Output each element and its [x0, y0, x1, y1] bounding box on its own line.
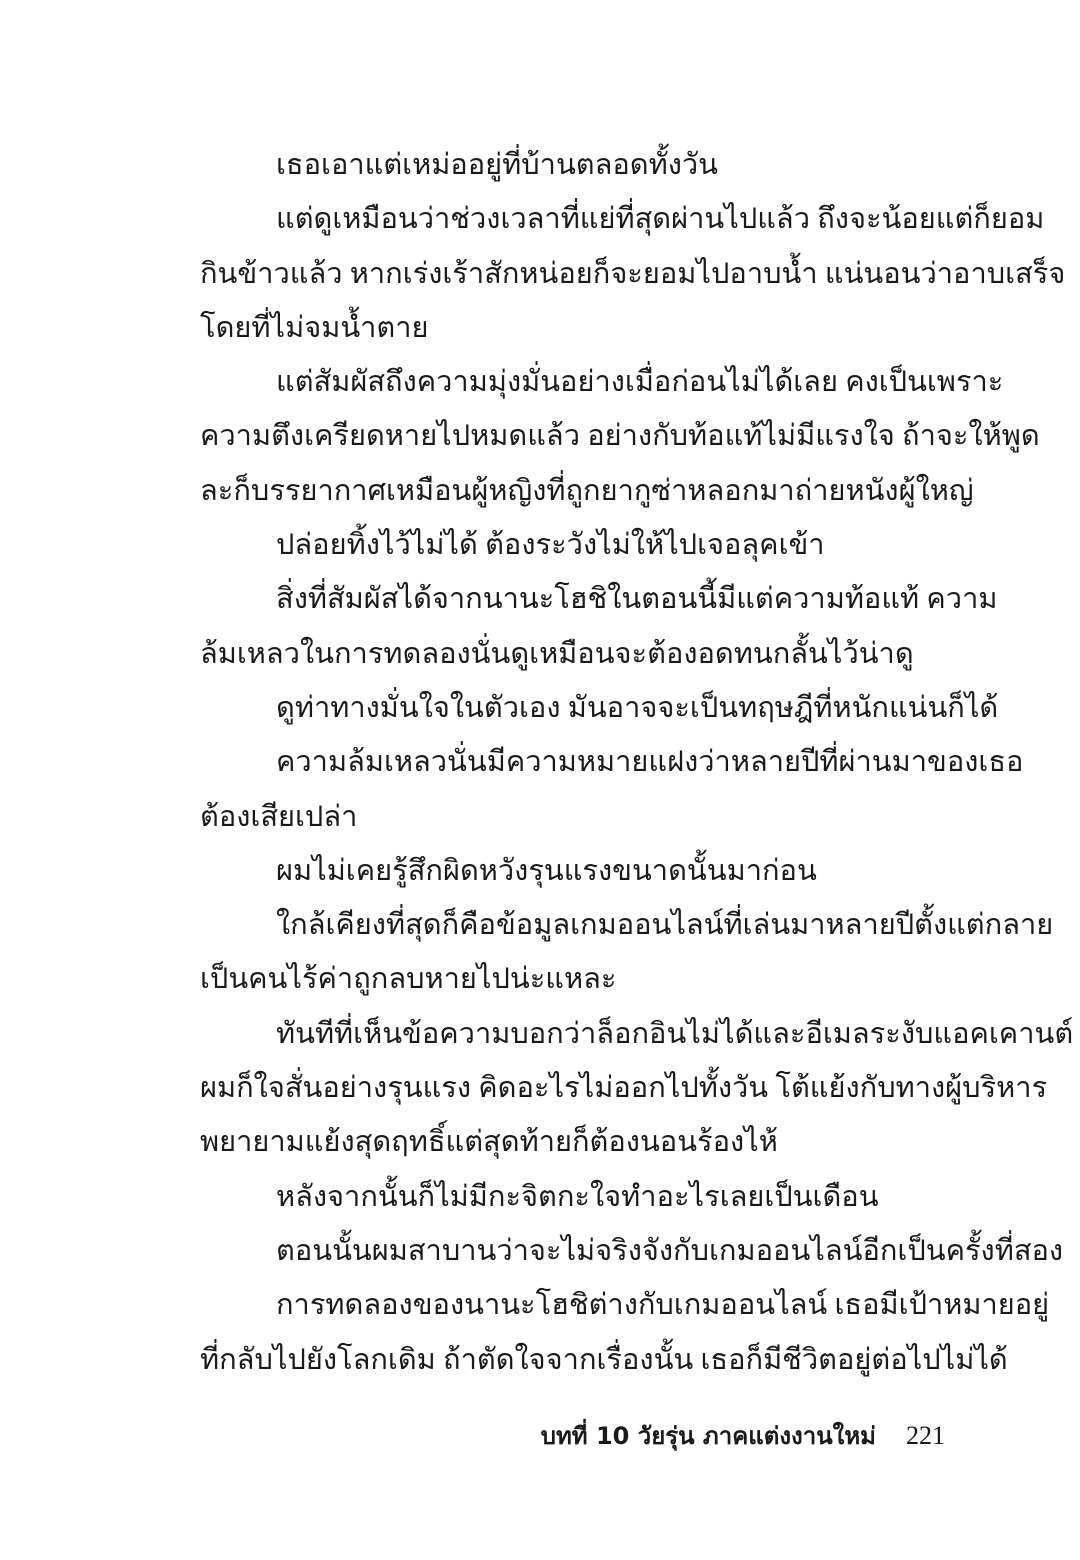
text-line: ผมก็ใจสั่นอย่างรุนแรง คิดอะไรไม่ออกไปทั้งวัน โต้แย้งกับทางผู้บริหาร [200, 1072, 1048, 1105]
text-line: การทดลองของนานะโฮชิต่างกับเกมออนไลน์ เธอมีเป้าหมายอยู่ [276, 1289, 1050, 1322]
chapter-title: บทที่ 10 วัยรุ่น ภาคแต่งงานใหม่ [540, 1422, 876, 1450]
text-line: ปล่อยทิ้งไว้ไม่ได้ ต้องระวังไม่ให้ไปเจอลุคเข้า [276, 529, 825, 562]
text-line: ที่กลับไปยังโลกเดิม ถ้าตัดใจจากเรื่องนั้น เธอก็มีชีวิตอยู่ต่อไปไม่ได้ [200, 1343, 1008, 1376]
text-line: หลังจากนั้นก็ไม่มีกะจิตกะใจทำอะไรเลยเป็นเดือน [276, 1180, 879, 1213]
text-line: ต้องเสียเปล่า [200, 800, 358, 833]
text-line: ใกล้เคียงที่สุดก็คือข้อมูลเกมออนไลน์ที่เล่นมาหลายปีตั้งแต่กลาย [276, 909, 1054, 942]
text-line: เธอเอาแต่เหม่ออยู่ที่บ้านตลอดทั้งวัน [276, 149, 719, 181]
text-line: โดยที่ไม่จมน้ำตาย [200, 311, 429, 344]
text-line: กินข้าวแล้ว หากเร่งเร้าสักหน่อยก็จะยอมไปอาบน้ำ แน่นอนว่าอาบเสร็จ [200, 257, 1066, 290]
text-line: พยายามแย้งสุดฤทธิ์แต่สุดท้ายก็ต้องนอนร้องไห้ [200, 1126, 778, 1159]
text-line: ทันทีที่เห็นข้อความบอกว่าล็อกอินไม่ได้และอีเมลระงับแอคเคานต์ [276, 1017, 1074, 1050]
text-line: แต่สัมผัสถึงความมุ่งมั่นอย่างเมื่อก่อนไม่ได้เลย คงเป็นเพราะ [276, 366, 1004, 399]
text-line: ความตึงเครียดหายไปหมดแล้ว อย่างกับท้อแท้ไม่มีแรงใจ ถ้าจะให้พูด [200, 420, 1040, 453]
page-footer [520, 1416, 945, 1455]
text-line: ดูท่าทางมั่นใจในตัวเอง มันอาจจะเป็นทฤษฎีที่หนักแน่นก็ได้ [276, 691, 999, 724]
text-line: ละก็บรรยากาศเหมือนผู้หญิงที่ถูกยากูซ่าหลอกมาถ่ายหนังผู้ใหญ่ [200, 474, 974, 507]
page-number: 221 [906, 1421, 945, 1450]
text-line: ความล้มเหลวนั่นมีความหมายแฝงว่าหลายปีที่ผ่านมาของเธอ [276, 746, 1024, 779]
text-line: ล้มเหลวในการทดลองนั่นดูเหมือนจะต้องอดทนกลั้นไว้น่าดู [200, 637, 914, 670]
page-body [200, 138, 1074, 1387]
text-line: สิ่งที่สัมผัสได้จากนานะโฮชิในตอนนี้มีแต่ความท้อแท้ ความ [276, 583, 998, 616]
text-line: แต่ดูเหมือนว่าช่วงเวลาที่แย่ที่สุดผ่านไปแล้ว ถึงจะน้อยแต่ก็ยอม [276, 203, 1045, 236]
text-line: ผมไม่เคยรู้สึกผิดหวังรุนแรงขนาดนั้นมาก่อน [276, 854, 817, 887]
text-line: ตอนนั้นผมสาบานว่าจะไม่จริงจังกับเกมออนไลน์อีกเป็นครั้งที่สอง [276, 1234, 1064, 1267]
text-line: เป็นคนไร้ค่าถูกลบหายไปน่ะแหละ [200, 963, 617, 996]
